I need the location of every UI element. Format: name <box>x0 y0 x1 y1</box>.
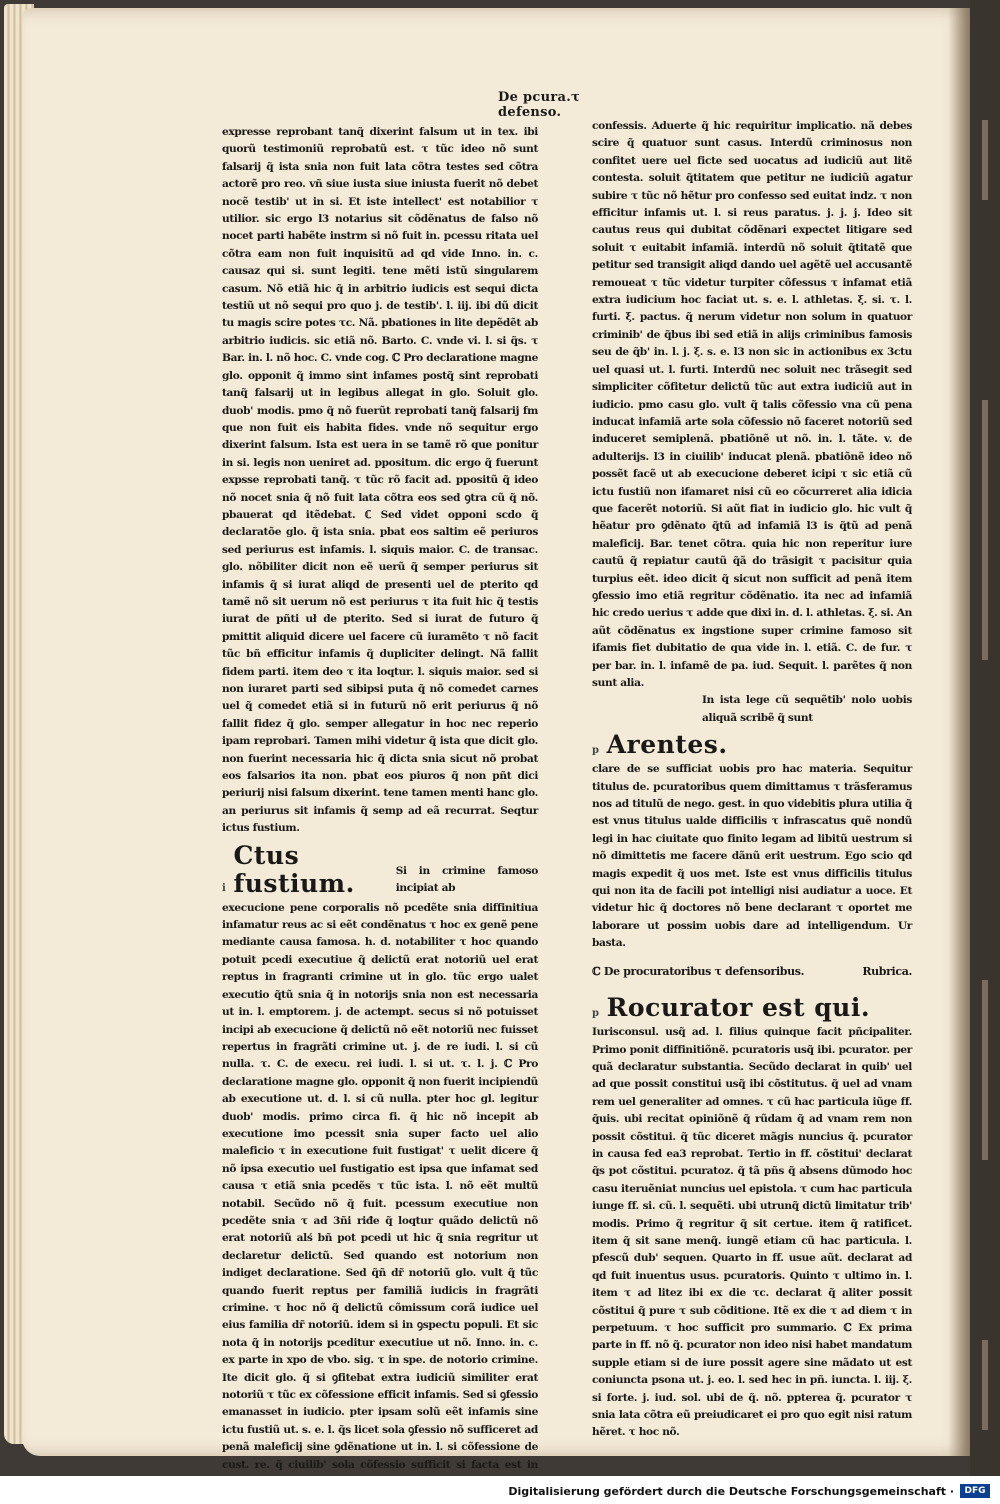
guide-letter: p <box>592 1007 599 1019</box>
page-gutter-shadow <box>948 8 970 1456</box>
section-heading-parentes <box>592 729 912 759</box>
scanner-strip-mark <box>982 1340 988 1430</box>
section-heading-text: Arentes. <box>606 730 728 760</box>
section-heading-text: Rocurator est qui. <box>606 993 871 1023</box>
left-paragraph-2: execucione pene corporalis nõ pcedẽte snia diffinitiua infamatur reus ac si eẽt condẽnatus τ hoc ex genẽ pene mediante causa famosa. h. d. notabiliter τ hoc quando potuit pcedi executiue q̃ delictũ erat notoriũ uel erat reptus in fragranti crimine ut in glo. tũc ergo ualet executio q̃tũ snia q̃ in notorijs snia non est necessaria ut in. l. emptorem. j. de actempt. secus si nõ potuisset incipi ab execucione q̃ delictũ nõ eẽt notoriũ nec fuisset repertus in fragrãti crimine ut. j. de re iudi. l. si cũ nulla. τ. C. de execu. rei iudi. l. si ut. τ. l. j. ℂ Pro declaratione magne glo. opponit q̃ non fuerit incipiendũ ab executione ut. d. l. si cũ nulla. pter hoc gl. legitur duob' modis. primo circa fi. q̃ hic nõ incepit ab executione imo pcessit snia super facto uel alio maleficio τ in executione fuit fustigat' τ uelit dicere q̃ nõ ipsa executio uel fustigatio est ipsa que infamat sed causa τ etiã snia pcedẽs τ tũc ista. l. nõ eẽt multũ notabil. Secũdo nõ q̃ fuit. pcessum executiue non pcedẽte snia τ ad 3ñi riđe q̃ loqtur quãdo delictũ nõ erat notoriũ alś bñ pot pcedi ut hic q̃ snia regritur ut declaretur delictũ. Sed quando est notorium non indiget declaratione. Sed q̃ñ dr̃ notoriũ glo. vult q̃ tũc quando fuerit reptus per familiã iudicis in fragrãti crimine. τ hoc nõ q̃ delictũ cõmissum corã iudice uel eius familia dr̃ notoriũ. idem si in ꝯspectu populi. Et sic nota q̃ in notorijs pceditur executiue ut nõ. Inno. in. c. ex parte in xpo de vbo. sig. τ in spe. de notorio crimine. Ite dicit glo. q̃ si ꝯfitebat extra iudiciũ similiter erat notoriũ τ tũc ex cõfessione efficit infamis. Sed si ꝯfessio emanasset in iudicio. pter ipsam solũ eẽt infamis sine ictu fustiũ ut. s. e. l. q̃s licet sola ꝯfessio nõ sufficeret ad penã maleficij sine ꝯdẽnatione ut in. l. si cõfessione de cust. re. q̃ ciuilib' sola cõfessio sufficit si facta est in <box>222 901 538 1471</box>
running-head: De pcura.τ defenso. <box>498 90 581 120</box>
funding-credit: Digitalisierung gefördert durch die Deutsche Forschungsgemeinschaft · <box>508 1485 954 1498</box>
section-heading-ictus <box>222 840 538 898</box>
right-paragraph-2: clare de se sufficiat uobis pro hac materia. Sequitur titulus de. pcuratoribus quem dimittamus τ trãsferamus nos ad titulũ de nego. gest. in quo videbitis plura utilia q̃ est vnus titulus ualde difficilis τ infrascatus quẽ nondũ legi in hac ciuitate quo finito legam ad libitũ uestrum si nõ dimittetis me facere dãnũ erit uestrum. Ego scio qd magis expedit q̃ uos met. Iste est vnus difficilis titulus qui non ita de facili pot intelligi nisi audiatur a uoce. Et videtur hic q̃ doctores nõ bene declarant τ oportet me laborare ut possim uobis dare ad intelligendum. Ur basta. <box>592 763 912 950</box>
scanner-strip-mark <box>982 120 988 200</box>
rubric-line <box>592 963 912 980</box>
section-heading-text: Ctus fustium. <box>233 840 355 898</box>
section-heading-procurator <box>592 992 912 1022</box>
scanner-strip-mark <box>982 400 988 660</box>
right-paragraph-1: confessis. Aduerte q̃ hic requiritur implicatio. nã debes scire q̃ quatuor sunt casus. Interdũ criminosus non confitet uere uel ficte sed uocatus ad iudiciũ aut litẽ contesta. soluit q̃titatem que petitur ne iudiciũ agatur subire τ tũc nõ hẽtur pro confesso sed euitat indz. τ non efficitur infamis ut. l. si reus paratus. j. j. j. Ideo sit cautus reus qui dubitat cõdẽnari expectet litigare sed soluit τ euitabit infamiã. interdũ nõ soluit q̃titatẽ que petitur sed transigit aliqd dando uel agẽtẽ uel accusantẽ remoueat τ tũc videtur turpiter cõfessus τ infamat etiã extra iudicium hoc faciat ut. s. e. l. athletas. ξ. si. τ. l. furti. ξ. pactus. q̃ nerum videtur non solum in quatuor criminib' de q̃bus ibi sed etiã in alijs criminibus famosis seu de q̃b' in. l. j. ξ. s. e. l3 non sic in actionibus ex 3ctu uel quasi ut. l. furti. Interdũ nec soluit nec trãsegit sed simpliciter cõfitetur delictũ tũc aut extra iudiciũ aut in iudicio. pmo casu glo. vult q̃ talis cõfessio vna cũ pena inducat infamiã arte sola cõfessio nõ faceret notoriũ sed induceret semiplenã. pbatiõnẽ ut nõ. in. l. tãte. v. de adulterijs. l3 in ciuilib' inducat plenã. pbatiõnẽ ideo nõ possẽt facẽ ut ab execucione deberet icipi τ sic etiã cũ ictu fustiũ non ifamaret nisi cũ eo cõcurreret alia idicia que facerẽt notoriũ. Si aũt fiat in iudicio glo. hic vult q̃ hẽatur pro ꝯdẽnato q̃tũ ad infamiã l3 is q̃tũ ad penã maleficij. Bar. tenet cõtra. quia hic non reperitur iure cautũ q̃ repiatur cautũ q̃ã do trãsigit τ pacisitur quia turpius eẽt. ideo dicit q̃ sicut non sufficit ad penã item ꝯfessio imo etiã regritur cõdẽnatio. ita nec ad infamiã hic credo uerius τ adde que dixi in. d. l. athletas. ξ. si. An aũt cõdẽnatus ex ingstione super crimine famoso sit ifamis fiet dubitatio de qua vide in. l. etiã. C. de fur. τ per bar. in. l. infamẽ de pa. iud. Sequit. l. parẽtes q̃ non sunt alia. <box>592 120 912 689</box>
guide-letter: i <box>222 883 226 895</box>
left-paragraph-1: expresse reprobant tanq̃ dixerint falsum ut in tex. ibi quorũ testimoniũ reprobatũ est. τ tũc ideo nõ sunt falsarij q̃ ista snia non fuit lata cõtra testes sed cõtra actorẽ pro reo. vñ siue iusta siue iniusta fuerit nõ debet nocẽ testib' ut in si. Et iste intellect' est notabilior τ utilior. sic ergo l3 notarius sit cõdẽnatus de falso nõ nocet parti habẽte instrm si nõ fuit in. pcessu ritata uel cõtra eam non fuit inquisitũ ad qd vide Inno. in. c. causaz qui si. sunt legiti. tene mẽti istũ singularem casum. Nõ etiã hic q̃ in arbitrio iudicis est sequi dicta testiũ ut nõ sequi pro quo j. de testib'. l. iij. ibi dũ dicit tu magis scire potes τc. Nã. pbationes in lite depẽdẽt ab arbitrio iudicis. sic etiã nõ. Barto. C. vnde vi. l. si q̃s. τ Bar. in. l. nõ hoc. C. vnde cog. ℂ Pro declaratione magne glo. opponit q̃ immo sint infames postq̃ sint reprobati tanq̃ falsarij ut in legibus allegat in glo. Soluit glo. duob' modis. pmo q̃ nõ fuerũt reprobati tanq̃ falsarij fm que non fuit eis habita fides. vnde nõ sequitur ergo dixerint falsum. Ista est uera in se tamẽ rõ que ponitur in si. legis non ueniret ad. ppositum. dic ergo q̃ fuerunt expsse reprobati tanq̃. τ tũc rõ facit ad. ppositũ q̃ ideo nõ nocet snia q̃ nõ fuit lata cõtra eos sed ꝯtra cũ q̃ nõ. pbauerat qd itẽdebat. ℂ Sed videt opponi scdo q̃ declaratõe glo. q̃ ista snia. pbat eos saltim eẽ periuros sed periurus est infamis. l. siquis maior. C. de transac. glo. nõbiliter dicit non eẽ uerũ q̃ semper periurus sit infamis q̃ si iurat aliqd de presenti uel de pterito qd tamẽ nõ sit uerum nõ est periurus τ ita fuit hic q̃ testis iurat de pñti uł de pterito. Sed si iurat de futuro q̃ pmittit aliquid dicere uel facere cũ iuramẽto τ nõ facit tũc bñ efficitur infamis q̃ dupliciter delingt. Nã fallit fidem parti. item deo τ ita loqtur. l. siquis maior. sed si non iuraret parti sed sibipsi puta q̃ nõ comedet carnes uel q̃ comedet etiã si in futurũ nõ erit periurus q̃ nõ fallit fidez q̃ glo. semper allegatur in hoc nec reperio ipam reprobari. Tamen mihi videtur q̃ ista que dicit glo. non fuerint necessaria hic q̃ dicta snia sicut nõ probat eos falsarios ita non. pbat eos piuros q̃ non pñt dici periurij nisi falsum dixerint. tene tamen menti hanc glo. an periurus sit infamis q̃ semp ad eã recurrat. Seqtur ictus fustium. <box>222 126 538 835</box>
section-heading-note: Si in crimine famoso incipiat ab <box>395 864 538 895</box>
scanner-strip-mark <box>982 980 988 1160</box>
right-paragraph-3: Iurisconsul. usq̃ ad. l. filius quinque facit pñcipaliter. Primo ponit diffinitiõnẽ. pcuratoris usq̃ ibi. pcurator. per quã declaratur substantia. Secũdo declarat in quib' uel ad que possit constitui usq̃ ibi cõstitutus. q̃ uel ad vnam rem uel generaliter ad omnes. τ cũ hac particula iũge ff. q̃uis. ubi recitat opiniõnẽ q̃ rũdam q̃ ad vnam rem non possit cõstitui. q̃ tũc diceret mãgis nuncius q̃. pcurator in causa fed ea3 reprobat. Tertio in ff. cõstitui' declarat q̃s pot cõstitui. pcuratoz. q̃ tã pñs q̃ absens dũmodo hoc casu iteruẽniat nuncius uel epistola. τ cum hac particula iunge ff. si. cũ. l. sequẽti. ubi utrunq̃ dictũ limitatur trib' modis. Primo q̃ regritur q̃ sit certue. item q̃ ratificet. item q̃ sit sane menq̃. iungẽ etiam cũ hac particula. l. pfescũ dub' sequen. Quarto in ff. usue aũt. declarat ad qd fuit inuentus usus. pcuratoris. Quinto τ ultimo in. l. item τ ad litez ibi ex die τc. declarat q̃ aliter possit cõstitui q̃ pure τ sub cõditione. Itẽ ex die τ ad diem τ in perpetuum. τ hoc sufficit pro summario. ℂ Ex prima parte in ff. nõ q̃. pcurator non ideo nisi habet mandatum supple etiam si de iure possit agere sine mãdato ut est coniuncta psona ut. j. eo. l. sed hec in pñ. iuncta. l. iij. ξ. si forte. j. iud. sol. ubi de q̃. nõ. ppterea q̃. pcurator τ snia lata cõtra eũ preiudicaret ei pro quo egit nisi ratum hẽret. τ hoc nõ. <box>592 1026 912 1439</box>
guide-letter: p <box>592 744 599 756</box>
scanner-strip <box>970 0 1000 1476</box>
left-text-column <box>222 124 538 1471</box>
rubric-title: ℂ De procuratoribus τ defensoribus. <box>592 964 805 978</box>
section-heading-note: In ista lege cũ sequẽtib' nolo uobis aliquã scribẽ q̃ sunt <box>702 694 912 724</box>
rubric-label: Rubrica. <box>862 964 912 978</box>
dfg-logo: DFG <box>960 1484 990 1498</box>
right-text-column <box>592 118 912 1439</box>
